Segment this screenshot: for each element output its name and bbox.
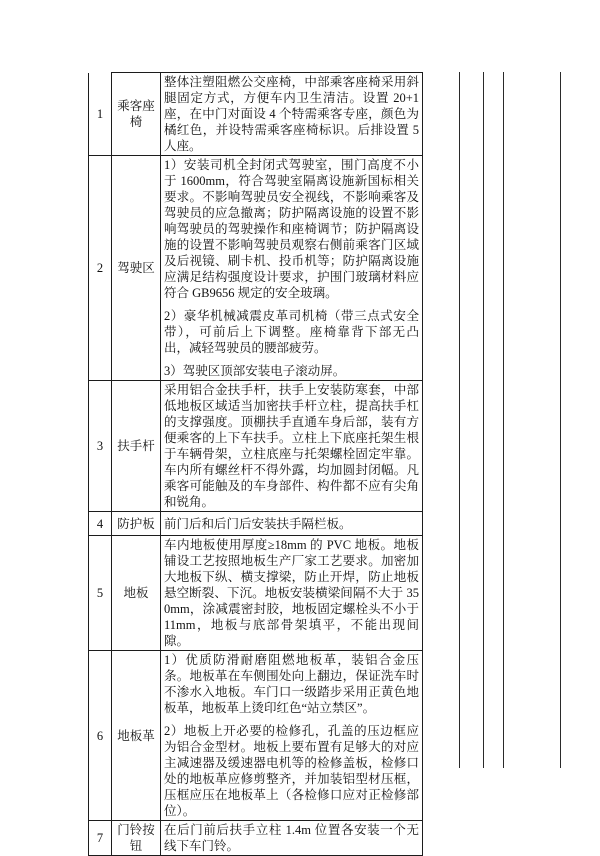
row-description [161, 651, 423, 821]
row-number: 1 [89, 73, 112, 156]
empty-column-line-2 [483, 72, 484, 768]
description-paragraph: 3）驾驶区顶部安装电子滚动屏。 [164, 364, 346, 378]
row-number: 3 [89, 381, 112, 512]
row-label: 门铃按钮 [112, 821, 161, 856]
row-number: 5 [89, 536, 112, 651]
description-paragraph: 2）地板上开必要的检修孔，孔盖的压边框应为铝合金型材。地板上要布置有足够大的对应主减速器及缓速器电机等的检修盖板，检修口处的地板革应修剪整齐，并加装铝型材压框，压框应压在地板革上（各检修口应对正检修部位）。 [164, 724, 419, 818]
description-paragraph: 车内地板使用厚度≥18mm 的 PVC 地板。地板铺设工艺按照地板生产厂家工艺要求。加密加大地板下纵、横支撑梁，防止开焊，防止地板悬空断裂、下沉。地板安装横梁间隔不大于 350mm，涂减震密封胶，地板固定螺栓头不小于 11mm，地板与底部骨架填平，不能出现间隙。 [164, 538, 419, 648]
table-row [89, 651, 423, 821]
description-paragraph: 2）豪华机械减震皮革司机椅（带三点式安全带），可前后上下调整。座椅靠背下部无凸出，减轻驾驶员的腰部疲劳。 [164, 309, 419, 355]
row-description [161, 73, 423, 156]
row-description [161, 381, 423, 512]
row-description [161, 821, 423, 856]
row-number: 4 [89, 512, 112, 536]
description-paragraph: 1）优质防滑耐磨阻燃地板革，装铝合金压条。地板革在车侧围处向上翻边，保证洗车时不渗水入地板。车门口一级踏步采用正黄色地板革，地板革上烫印红色“站立禁区”。 [164, 653, 419, 715]
table-row [89, 73, 423, 156]
table-row [89, 536, 423, 651]
description-paragraph: 采用铝合金扶手杆，扶手上安装防寒套，中部低地板区域适当加密扶手杆立柱，提高扶手杠的支撑强度。顶棚扶手直通车身后部，装有方便乘客的上下车扶手。立柱上下底座托架生根于车辆骨架，立柱底座与托架螺栓固定牢靠。车内所有螺丝杆不得外露，均加圆封闭幅。凡乘客可能触及的车身部件、构件都不应有尖角和锐角。 [164, 383, 419, 509]
row-label: 驾驶区 [112, 156, 161, 381]
row-description [161, 512, 423, 536]
description-paragraph: 1）安装司机全封闭式驾驶室，围门高度不小于 1600mm，符合驾驶室隔离设施新国标相关要求。不影响驾驶员安全视线，不影响乘客及驾驶员的应急撤离；防护隔离设施的设置不影响驾驶员的驾驶操作和座椅调节；防护隔离设施的设置不影响驾驶员观察右侧前乘客门区域及后视镜、刷卡机、投币机等；防护隔离设施应满足结构强度设计要求，护围门玻璃材料应符合 GB9656 规定的安全玻璃。 [164, 158, 419, 300]
row-label: 地板革 [112, 651, 161, 821]
row-description [161, 156, 423, 381]
row-label: 地板 [112, 536, 161, 651]
description-paragraph: 在后门前后扶手立柱 1.4m 位置各安装一个无线下车门铃。 [164, 823, 419, 853]
row-number: 2 [89, 156, 112, 381]
empty-column-line-1 [459, 72, 460, 768]
row-number: 7 [89, 821, 112, 856]
row-label: 扶手杆 [112, 381, 161, 512]
row-number: 6 [89, 651, 112, 821]
empty-column-line-3 [503, 72, 504, 768]
row-description [161, 536, 423, 651]
description-paragraph: 整体注塑阻燃公交座椅，中部乘客座椅采用斜腿固定方式，方便车内卫生清洁。设置 20+1 座，在中门对面设 4 个特需乘客专座，颜色为橘红色，并设特需乘客座椅标识。后排设置 5 人座。 [164, 75, 419, 153]
table-row [89, 821, 423, 856]
row-label: 乘客座椅 [112, 73, 161, 156]
table-row [89, 512, 423, 536]
description-paragraph: 前门后和后门后安装扶手隔栏板。 [164, 516, 352, 531]
table-row [89, 381, 423, 512]
table-row [89, 156, 423, 381]
row-label: 防护板 [112, 512, 161, 536]
empty-column-line-4 [560, 72, 561, 768]
spec-table [88, 72, 423, 856]
